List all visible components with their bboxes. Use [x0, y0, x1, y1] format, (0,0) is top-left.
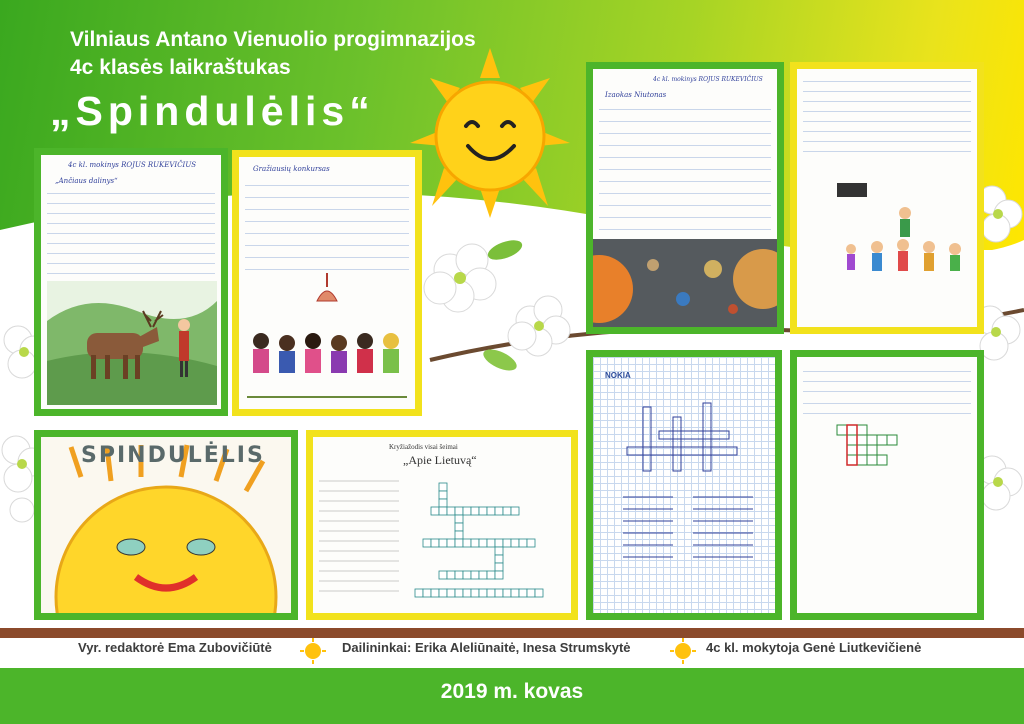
notebook-brand: NOKIA: [605, 371, 631, 380]
crossword-grid: [319, 473, 569, 609]
girls-drawing: [247, 327, 407, 407]
artists-credit: Dailininkai: Erika Aleliūnaitė, Inesa Strumskytė: [342, 640, 631, 655]
math-crossword: [613, 397, 763, 597]
apple-blossom-icon: [410, 230, 590, 380]
editor-credit: Vyr. redaktorė Ema Zubovičiūtė: [78, 640, 272, 655]
math-exercises-panel: [790, 350, 984, 620]
children-drawing: [837, 179, 977, 289]
small-sun-icon: [670, 638, 696, 664]
math-grid-drawing: [827, 421, 937, 481]
crossword-subtitle: „Apie Lietuvą“: [403, 453, 477, 467]
crossword-panel: [306, 430, 578, 620]
newton-heading: Izaokas Niutonas: [605, 91, 667, 99]
solar-system-drawing: [593, 239, 777, 329]
teacher-credit: 4c kl. mokytoja Genė Liutkevičienė: [706, 640, 922, 655]
drawing-title: SPINDULĖLIS: [81, 443, 265, 468]
contest-heading: Gražiausių konkursas: [253, 165, 330, 173]
small-sun-icon: [300, 638, 326, 664]
smiling-sun-icon: [410, 48, 570, 218]
footer-divider: [0, 628, 1024, 638]
newton-panel: [586, 62, 784, 334]
sun-drawing-panel: [34, 430, 298, 620]
newspaper-title: „Spindulėlis“: [50, 88, 375, 134]
math-notebook-panel: [586, 350, 782, 620]
newton-author: 4c kl. mokinys ROJUS RUKEVIČIUS: [653, 76, 763, 83]
story-panel: [34, 148, 228, 416]
contest-panel: [232, 150, 422, 416]
children-panel: [790, 62, 984, 334]
moose-drawing: [47, 281, 217, 405]
school-name: Vilniaus Antano Vienuolio progimnazijos: [70, 28, 476, 51]
story-subtitle: „Ančiaus dalinys“: [55, 177, 118, 185]
crossword-title: Kryžiažodis visai šeimai: [389, 443, 458, 451]
class-newspaper: 4c klasės laikraštukas: [70, 56, 291, 79]
issue-date: 2019 m. kovas: [440, 680, 584, 703]
lamp-drawing: [315, 273, 339, 309]
story-heading: 4c kl. mokinys ROJUS RUKEVIČIUS: [67, 161, 197, 169]
